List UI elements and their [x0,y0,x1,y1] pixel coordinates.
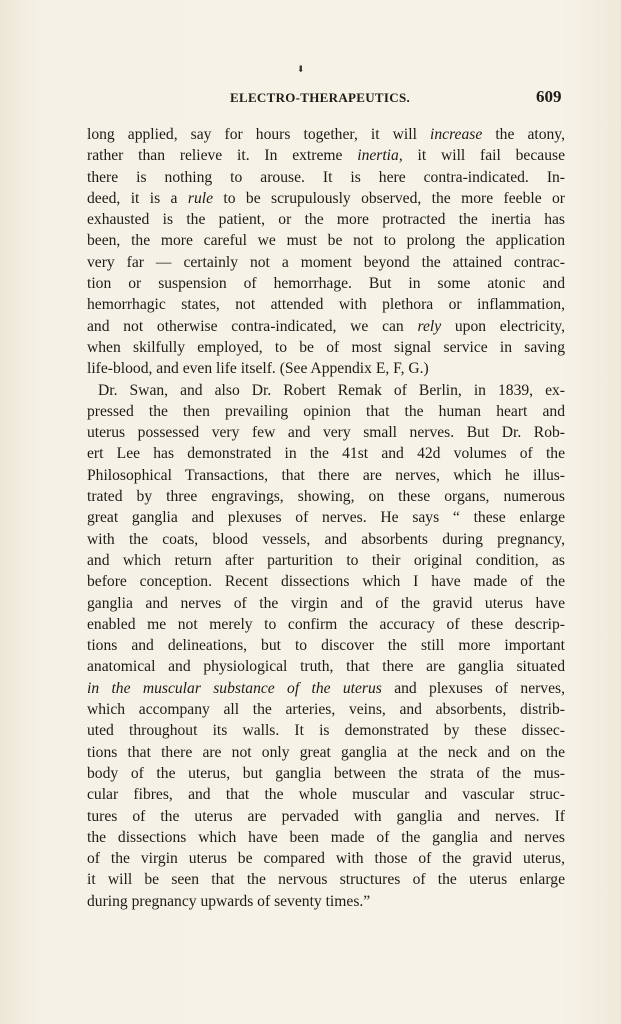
text-run: anatomical and physiological truth, that there are ganglia situated [87,658,565,676]
text-run: trated by three engravings, showing, on these organs, numerous [87,488,565,506]
text-run: body of the uterus, but ganglia between the strata of the mus- [87,764,565,782]
text-run: uterus possessed very few and very small nerves. But Dr. Rob- [87,424,565,442]
text-line [87,720,565,741]
italic-text: rule [187,189,213,207]
text-line [87,635,565,656]
text-line [87,294,565,315]
text-line [87,252,565,273]
text-run: been, the more careful we must be not to prolong the application [87,232,565,250]
text-run: long applied, say for hours together, it will [87,126,431,143]
text-line [87,188,565,209]
text-line [87,380,565,401]
text-line [87,145,565,166]
text-line [87,571,565,592]
text-run: ert Lee has demonstrated in the 41st and 42d volumes of the [87,445,565,463]
text-run: upon electricity, [441,317,565,335]
text-line [87,656,565,677]
text-run: exhausted is the patient, or the more protracted the inertia has [87,211,565,229]
text-run: and which return after parturition to their original condition, as [87,551,565,569]
text-run: very far — certainly not a moment beyond the attained contrac- [87,253,565,271]
text-line [87,827,565,848]
text-run: to be scrupulously observed, the more feeble or [213,189,565,207]
text-line [87,167,565,188]
running-head: ELECTRO-THERAPEUTICS. [230,90,411,105]
italic-text: rely [417,317,442,335]
text-run: Dr. Swan, and also Dr. Robert Remak of Berlin, in 1839, ex- [98,381,565,399]
text-run: rather than relieve it. In extreme [87,147,358,165]
text-run: deed, it is a [87,189,188,207]
text-run: the atony, [482,126,565,143]
text-run: tion or suspension of hemorrhage. But in some atonic and [87,275,565,293]
text-line [87,422,565,443]
text-run: tures of the uterus are pervaded with ganglia and nerves. If [87,807,565,825]
text-line [87,678,565,699]
text-run: it will be seen that the nervous structures of the uterus enlarge [87,871,565,889]
text-line [87,593,565,614]
text-run: great ganglia and plexuses of nerves. He says “ these enlarge [87,509,565,527]
italic-text: in the muscular substance of the uterus [87,679,382,697]
text-run: cular fibres, and that the whole muscular and vascular struc- [87,786,565,804]
text-line [87,209,565,230]
text-line [87,806,565,827]
text-run: it will fail because [402,147,565,165]
text-run: there is nothing to arouse. It is here contra-indicated. In- [87,168,565,186]
text-line [87,401,565,422]
text-line [87,699,565,720]
text-line [87,465,565,486]
text-line [87,486,565,507]
text-line [87,507,565,528]
text-run: tions that there are not only great ganglia at the neck and on the [87,743,565,761]
text-run: which accompany all the arteries, veins, and absorbents, distrib- [87,701,565,719]
body-text [87,124,565,912]
text-line [87,784,565,805]
text-run: pressed the then prevailing opinion that the human heart and [87,402,565,420]
text-line [87,614,565,635]
text-run: before conception. Recent dissections which I have made of the [87,573,565,591]
text-run: uted throughout its walls. It is demonstrated by these dissec- [87,722,565,740]
text-line [87,230,565,251]
text-run: ganglia and nerves of the virgin and of the gravid uterus have [87,594,565,612]
text-run: the dissections which have been made of the ganglia and nerves [87,828,565,846]
text-line [87,742,565,763]
text-run: hemorrhagic states, not attended with plethora or inflammation, [87,296,565,314]
top-mark-glyph: ⬇ [297,64,305,74]
text-line [87,869,565,890]
text-line [87,529,565,550]
text-run: and plexuses of nerves, [381,679,565,697]
text-run: Philosophical Transactions, that there are nerves, which he illus- [87,466,565,484]
text-run: tions and delineations, but to discover the still more important [87,637,565,655]
text-run: when skilfully employed, to be of most signal service in saving [87,338,565,356]
italic-text: inertia, [357,147,403,165]
page-number: 609 [536,87,562,106]
text-line [87,124,565,145]
text-run: and not otherwise contra-indicated, we can [87,317,418,335]
text-line [87,848,565,869]
text-line [87,273,565,294]
text-line [87,443,565,464]
italic-text: increase [430,126,483,143]
text-line [87,316,565,337]
text-line [87,358,565,379]
text-run: during pregnancy upwards of seventy times.” [87,892,371,910]
text-run: enabled me not merely to confirm the accuracy of these descrip- [87,615,565,633]
text-run: life-blood, and even life itself. (See Appendix E, F, G.) [87,360,429,378]
text-line [87,763,565,784]
text-run: of the virgin uterus be compared with those of the gravid uterus, [87,850,565,868]
text-line [87,550,565,571]
text-line [87,891,565,912]
text-line [87,337,565,358]
text-run: with the coats, blood vessels, and absorbents during pregnancy, [87,530,565,548]
